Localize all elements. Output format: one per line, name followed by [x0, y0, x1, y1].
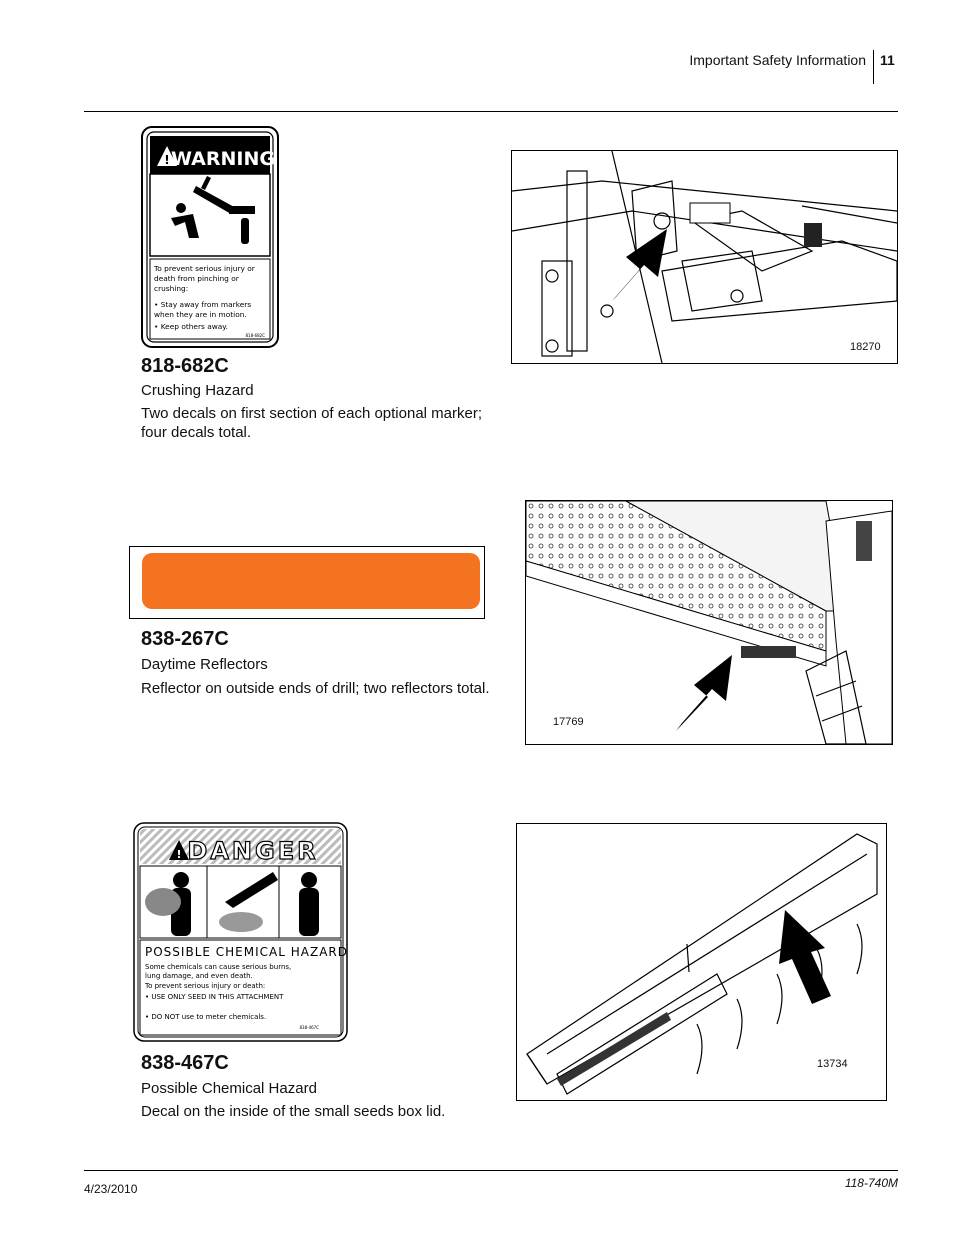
svg-text:To prevent serious injury or d: To prevent serious injury or death: — [145, 982, 266, 990]
header-divider — [873, 50, 874, 84]
decal-title: Crushing Hazard — [141, 382, 254, 399]
svg-text:• Keep others away.: • Keep others away. — [154, 322, 228, 331]
figure-number: 18270 — [850, 341, 881, 353]
orange-reflector-decal — [142, 553, 480, 609]
decal-title: Daytime Reflectors — [141, 656, 268, 673]
figure-number: 17769 — [553, 716, 584, 728]
decal-part-number: 838-467C — [299, 1025, 319, 1030]
footer-doc-number: 118-740M — [844, 1176, 898, 1190]
page-number: 11 — [880, 52, 895, 68]
header-rule — [84, 111, 898, 112]
svg-text:!: ! — [164, 153, 170, 167]
svg-text:• USE ONLY SEED IN THIS ATTACH: • USE ONLY SEED IN THIS ATTACHMENT — [145, 993, 284, 1001]
decal-description: Reflector on outside ends of drill; two reflectors total. — [141, 680, 490, 697]
svg-text:when they are in motion.: when they are in motion. — [154, 310, 247, 319]
marker-decal-location-photo — [511, 150, 898, 364]
decal-code: 838-267C — [141, 628, 229, 650]
marker-assembly-illustration — [512, 151, 897, 363]
decal-title: Possible Chemical Hazard — [141, 1080, 317, 1097]
svg-text:crushing:: crushing: — [154, 284, 189, 293]
seed-box-lid-photo — [516, 823, 887, 1101]
svg-text:• DO NOT use to meter chemical: • DO NOT use to meter chemicals. — [145, 1013, 267, 1021]
svg-text:!: ! — [176, 848, 182, 861]
walkboard-reflector-photo — [525, 500, 893, 745]
svg-text:death from pinching or: death from pinching or — [154, 274, 239, 283]
running-header-title: Important Safety Information — [689, 52, 866, 68]
svg-text:• Stay away from markers: • Stay away from markers — [154, 300, 252, 309]
danger-decal-838-467c — [133, 822, 348, 1042]
walkboard-illustration — [526, 501, 892, 744]
decal-code: 818-682C — [141, 355, 229, 377]
decal-description: Two decals on first section of each optional marker; four decals total. — [141, 405, 483, 441]
reflector-decal-frame — [129, 546, 485, 619]
warning-decal-818-682c — [141, 126, 279, 348]
footer-date: 4/23/2010 — [84, 1182, 138, 1196]
danger-decal-graphic — [133, 822, 348, 1042]
warning-decal-graphic — [141, 126, 279, 348]
decal-signal-word: WARNING — [171, 148, 275, 170]
figure-number: 13734 — [817, 1058, 848, 1070]
svg-text:Some chemicals can cause serio: Some chemicals can cause serious burns, — [145, 963, 292, 971]
footer-rule — [84, 1170, 898, 1171]
decal-code: 838-467C — [141, 1052, 229, 1074]
decal-part-number: 818-682C — [245, 333, 265, 338]
decal-hazard-heading: POSSIBLE CHEMICAL HAZARD — [145, 945, 348, 959]
svg-text:lung damage, and even death.: lung damage, and even death. — [145, 972, 253, 980]
svg-text:To prevent serious injury or: To prevent serious injury or — [154, 264, 255, 273]
decal-signal-word: DANGER — [187, 837, 319, 865]
decal-description: Decal on the inside of the small seeds box lid. — [141, 1103, 446, 1120]
